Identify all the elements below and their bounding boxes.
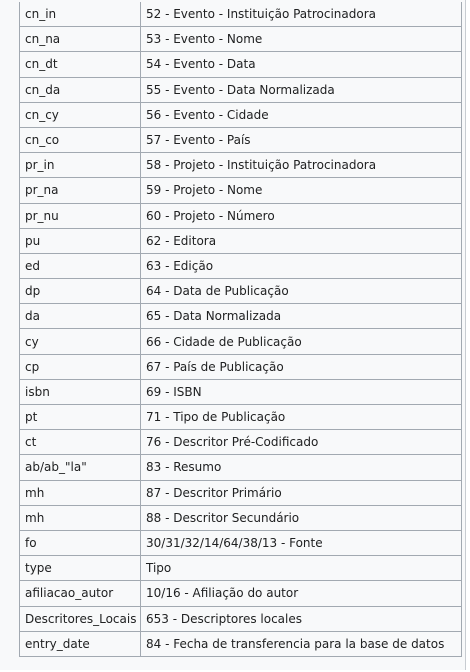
table-row [20,556,462,581]
field-code-cell: cy [20,329,141,354]
table-row [20,153,462,178]
field-code-cell: pr_na [20,178,141,203]
table-row [20,77,462,102]
table-row [20,203,462,228]
field-description-cell: 76 - Descritor Pré-Codificado [141,430,462,455]
table-row [20,530,462,555]
table-row [20,606,462,631]
field-code-cell: afiliacao_autor [20,581,141,606]
field-code-cell: cn_da [20,77,141,102]
field-description-cell: 59 - Projeto - Nome [141,178,462,203]
field-code-cell: pu [20,228,141,253]
field-code-cell: isbn [20,379,141,404]
field-code-cell: dp [20,279,141,304]
table-row [20,27,462,52]
field-code-cell: cn_dt [20,52,141,77]
field-description-cell: 65 - Data Normalizada [141,304,462,329]
field-description-cell: 653 - Descriptores locales [141,606,462,631]
field-description-cell: 52 - Evento - Instituição Patrocinadora [141,2,462,27]
table-row [20,631,462,656]
field-description-cell: 69 - ISBN [141,379,462,404]
field-description-cell: 30/31/32/14/64/38/13 - Fonte [141,530,462,555]
field-code-cell: ed [20,253,141,278]
field-code-cell: entry_date [20,631,141,656]
table-row [20,102,462,127]
table-row [20,430,462,455]
field-code-cell: cn_co [20,127,141,152]
field-description-cell: 63 - Edição [141,253,462,278]
field-description-cell: 67 - País de Publicação [141,354,462,379]
field-code-cell: da [20,304,141,329]
field-description-cell: 84 - Fecha de transferencia para la base de datos [141,631,462,656]
field-description-cell: 83 - Resumo [141,455,462,480]
table-row [20,455,462,480]
table-row [20,228,462,253]
table-row [20,2,462,27]
scroll-edge [465,0,466,670]
field-code-cell: cn_na [20,27,141,52]
field-description-cell: 56 - Evento - Cidade [141,102,462,127]
field-code-cell: fo [20,530,141,555]
table-row [20,379,462,404]
field-code-cell: cn_cy [20,102,141,127]
table-row [20,354,462,379]
field-description-cell: 60 - Projeto - Número [141,203,462,228]
field-description-cell: 87 - Descritor Primário [141,480,462,505]
table-row [20,480,462,505]
field-description-cell: 58 - Projeto - Instituição Patrocinadora [141,153,462,178]
table-row [20,581,462,606]
field-description-cell: 62 - Editora [141,228,462,253]
table-row [20,127,462,152]
table-row [20,329,462,354]
field-code-cell: ct [20,430,141,455]
table-row [20,405,462,430]
table-row [20,505,462,530]
field-description-cell: 88 - Descritor Secundário [141,505,462,530]
field-description-cell: Tipo [141,556,462,581]
field-description-cell: 53 - Evento - Nome [141,27,462,52]
table-row [20,279,462,304]
field-description-cell: 55 - Evento - Data Normalizada [141,77,462,102]
field-description-cell: 71 - Tipo de Publicação [141,405,462,430]
field-code-cell: cp [20,354,141,379]
field-description-cell: 66 - Cidade de Publicação [141,329,462,354]
field-mapping-table [19,2,462,657]
field-code-cell: pt [20,405,141,430]
field-code-cell: Descritores_Locais [20,606,141,631]
field-mapping-rows [20,2,462,656]
field-code-cell: ab/ab_"la" [20,455,141,480]
field-description-cell: 57 - Evento - País [141,127,462,152]
field-code-cell: type [20,556,141,581]
field-code-cell: cn_in [20,2,141,27]
table-row [20,52,462,77]
field-code-cell: pr_nu [20,203,141,228]
field-description-cell: 64 - Data de Publicação [141,279,462,304]
field-code-cell: pr_in [20,153,141,178]
field-code-cell: mh [20,505,141,530]
table-row [20,178,462,203]
field-code-cell: mh [20,480,141,505]
field-description-cell: 10/16 - Afiliação do autor [141,581,462,606]
table-row [20,253,462,278]
field-description-cell: 54 - Evento - Data [141,52,462,77]
table-row [20,304,462,329]
